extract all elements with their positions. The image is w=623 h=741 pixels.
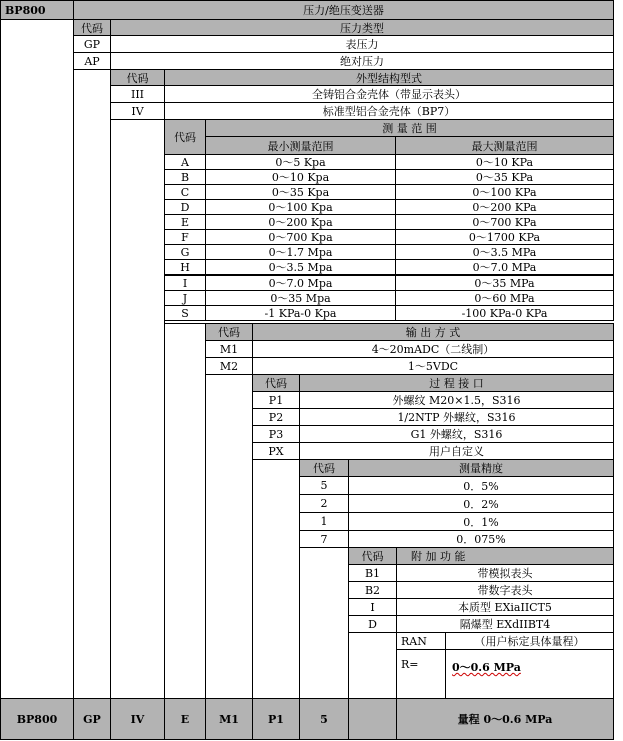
- range-header: 测 量 范 围: [205, 119, 614, 137]
- housing-header: 外型结构型式: [164, 69, 614, 86]
- model-column: [0, 19, 74, 699]
- example-output: M1: [205, 698, 253, 740]
- process-column: [252, 459, 300, 699]
- range-code: E: [164, 214, 206, 230]
- housing-label: 标准型铝合金壳体（BP7）: [164, 102, 614, 120]
- process-code-header: 代码: [252, 374, 300, 392]
- range-max: 0～1700 KPa: [395, 229, 614, 245]
- pressure-type-label: 表压力: [110, 35, 614, 53]
- range-min-header: 最小测量范围: [205, 136, 396, 155]
- range-min: 0～5 Kpa: [205, 154, 396, 170]
- accuracy-header: 测量精度: [348, 459, 614, 477]
- range-max-header: 最大测量范围: [395, 136, 614, 155]
- example-range-label: 量程 0～0.6 MPa: [396, 698, 614, 740]
- output-label: 1～5VDC: [252, 357, 614, 375]
- accuracy-code-header: 代码: [299, 459, 349, 477]
- page-title: 压力/绝压变送器: [73, 0, 614, 20]
- range-max: 0～3.5 MPa: [395, 244, 614, 260]
- extra-header: 附 加 功 能: [396, 547, 614, 565]
- example-process: P1: [252, 698, 300, 740]
- process-code: PX: [252, 442, 300, 460]
- range-code: H: [164, 259, 206, 275]
- accuracy-label: 0．075%: [348, 530, 614, 548]
- range-max: 0～100 KPa: [395, 184, 614, 200]
- output-code: M1: [205, 340, 253, 358]
- range-min: 0～700 Kpa: [205, 229, 396, 245]
- range-min: 0～35 Kpa: [205, 184, 396, 200]
- process-label: 用户自定义: [299, 442, 614, 460]
- range-code: F: [164, 229, 206, 245]
- range-code: I: [164, 275, 206, 291]
- pressure-type-label: 绝对压力: [110, 52, 614, 70]
- range-max: -100 KPa-0 KPa: [395, 305, 614, 321]
- accuracy-column: [299, 547, 349, 699]
- pressure-type-column: [73, 69, 111, 699]
- process-label: 1/2NTP 外螺纹，S316: [299, 408, 614, 426]
- range-max: 0～60 MPa: [395, 290, 614, 306]
- ran-label: （用户标定具体量程）: [445, 632, 614, 650]
- range-min: 0～10 Kpa: [205, 169, 396, 185]
- accuracy-label: 0．5%: [348, 476, 614, 495]
- extra-code: D: [348, 615, 397, 633]
- output-code: M2: [205, 357, 253, 375]
- range-min: 0～3.5 Mpa: [205, 259, 396, 275]
- extra-code: B2: [348, 581, 397, 599]
- housing-code-header: 代码: [110, 69, 165, 86]
- example-model: BP800: [0, 698, 74, 740]
- extra-label: 隔爆型 EXdIIBT4: [396, 615, 614, 633]
- r-label: R=: [396, 649, 446, 699]
- accuracy-label: 0．2%: [348, 494, 614, 513]
- r-value: 0～0.6 MPa: [445, 649, 614, 699]
- example-accuracy: 5: [299, 698, 349, 740]
- extra-label: 带模拟表头: [396, 564, 614, 582]
- process-code: P3: [252, 425, 300, 443]
- ran-code: RAN: [396, 632, 446, 650]
- example-housing: IV: [110, 698, 165, 740]
- housing-label: 全铸铝合金壳体（带显示表头）: [164, 85, 614, 103]
- process-header: 过 程 接 口: [299, 374, 614, 392]
- range-max: 0～700 KPa: [395, 214, 614, 230]
- process-code: P2: [252, 408, 300, 426]
- accuracy-label: 0．1%: [348, 512, 614, 531]
- range-max: 0～10 KPa: [395, 154, 614, 170]
- range-max: 0～35 KPa: [395, 169, 614, 185]
- process-code: P1: [252, 391, 300, 409]
- process-label: G1 外螺纹，S316: [299, 425, 614, 443]
- extra-code: I: [348, 598, 397, 616]
- accuracy-code: 1: [299, 512, 349, 531]
- range-min: 0～7.0 Mpa: [205, 275, 396, 291]
- range-code: C: [164, 184, 206, 200]
- extra-label: 本质型 EXiaIICT5: [396, 598, 614, 616]
- range-code: S: [164, 305, 206, 321]
- range-min: -1 KPa-0 Kpa: [205, 305, 396, 321]
- range-min: 0～200 Kpa: [205, 214, 396, 230]
- range-code: B: [164, 169, 206, 185]
- extra-code: B1: [348, 564, 397, 582]
- process-label: 外螺纹 M20×1.5，S316: [299, 391, 614, 409]
- housing-column: [110, 119, 165, 699]
- accuracy-code: 7: [299, 530, 349, 548]
- output-column: [205, 374, 253, 699]
- housing-code: IV: [110, 102, 165, 120]
- range-code: G: [164, 244, 206, 260]
- range-max: 0～200 KPa: [395, 199, 614, 215]
- example-type: GP: [73, 698, 111, 740]
- range-column: [164, 323, 206, 699]
- extra-code-header: 代码: [348, 547, 397, 565]
- example-extra: [348, 698, 397, 740]
- pressure-type-code: GP: [73, 35, 111, 53]
- range-max: 0～7.0 MPa: [395, 259, 614, 275]
- range-code: J: [164, 290, 206, 306]
- model-code: BP800: [0, 0, 74, 20]
- output-code-header: 代码: [205, 323, 253, 341]
- range-max: 0～35 MPa: [395, 275, 614, 291]
- extra-label: 带数字表头: [396, 581, 614, 599]
- output-label: 4～20mADC（二线制）: [252, 340, 614, 358]
- output-header: 输 出 方 式: [252, 323, 614, 341]
- pressure-type-code: AP: [73, 52, 111, 70]
- housing-code: III: [110, 85, 165, 103]
- range-code-header: 代码: [164, 119, 206, 155]
- accuracy-code: 5: [299, 476, 349, 495]
- range-code: D: [164, 199, 206, 215]
- example-range: E: [164, 698, 206, 740]
- range-code: A: [164, 154, 206, 170]
- pressure-type-code-header: 代码: [73, 19, 111, 36]
- range-min: 0～1.7 Mpa: [205, 244, 396, 260]
- range-min: 0～100 Kpa: [205, 199, 396, 215]
- range-min: 0～35 Mpa: [205, 290, 396, 306]
- accuracy-code: 2: [299, 494, 349, 513]
- pressure-type-header: 压力类型: [110, 19, 614, 36]
- extra-column: [348, 632, 397, 699]
